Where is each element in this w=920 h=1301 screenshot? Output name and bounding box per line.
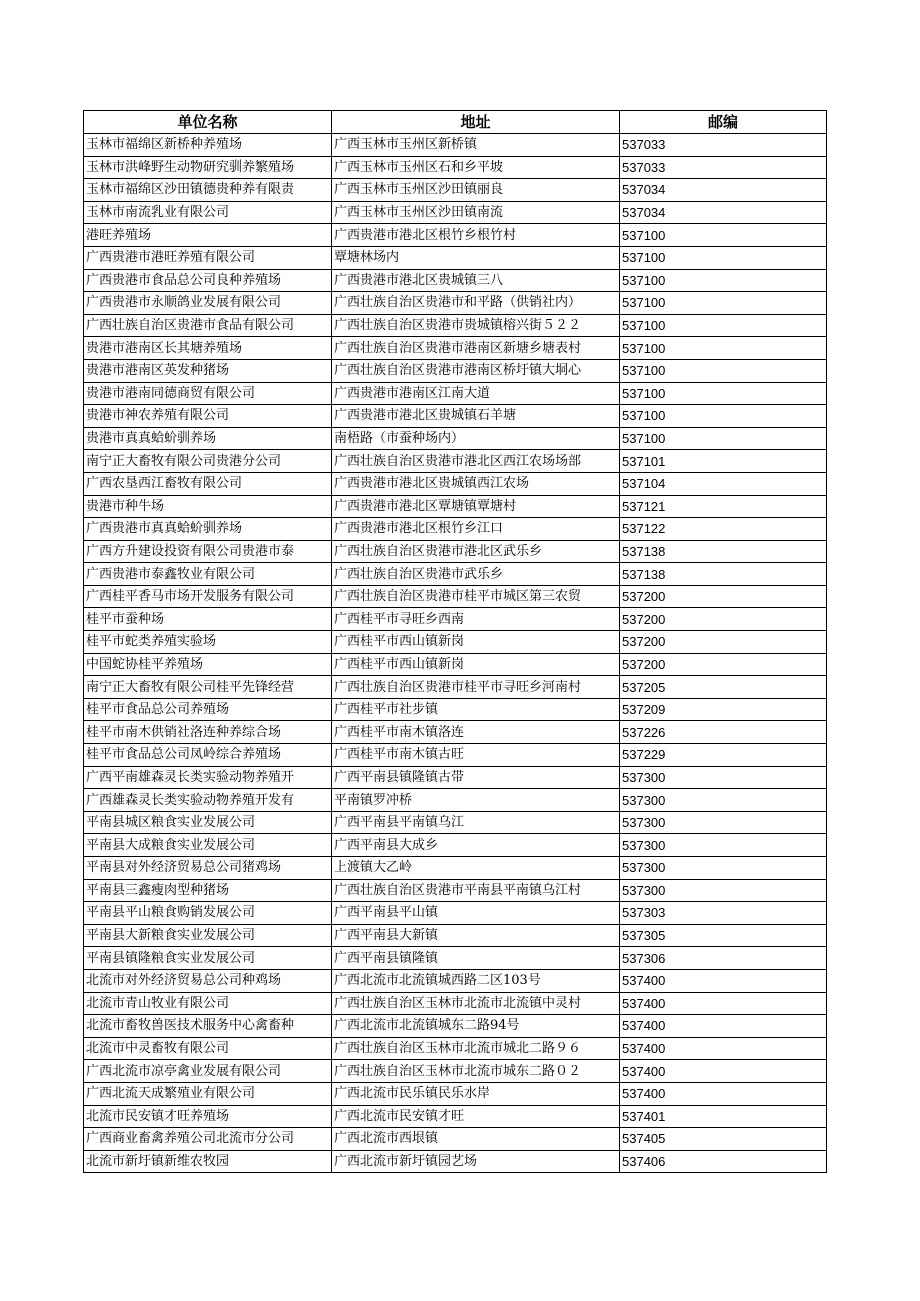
table-row (84, 314, 827, 337)
cell-unit-name: 平南县大新粮食实业发展公司 (84, 924, 332, 947)
cell-address: 广西玉林市玉州区沙田镇丽良 (332, 179, 620, 202)
cell-postcode: 537300 (620, 879, 827, 902)
table-row (84, 179, 827, 202)
cell-postcode: 537138 (620, 563, 827, 586)
table-row (84, 427, 827, 450)
table-row (84, 585, 827, 608)
table-row (84, 1037, 827, 1060)
table-row (84, 947, 827, 970)
cell-unit-name: 广西贵港市港旺养殖有限公司 (84, 246, 332, 269)
cell-address: 广西贵港市港北区贵城镇三八 (332, 269, 620, 292)
table-row (84, 744, 827, 767)
cell-postcode: 537100 (620, 224, 827, 247)
table-row (84, 766, 827, 789)
cell-address: 广西贵港市港北区贵城镇石羊塘 (332, 405, 620, 428)
table-row (84, 608, 827, 631)
cell-address: 广西壮族自治区玉林市北流市城东二路０２ (332, 1060, 620, 1083)
cell-postcode: 537122 (620, 518, 827, 541)
cell-postcode: 537300 (620, 857, 827, 880)
cell-address: 广西北流市北流镇城西路二区103号 (332, 969, 620, 992)
cell-postcode: 537121 (620, 495, 827, 518)
cell-address: 广西桂平市西山镇新岗 (332, 653, 620, 676)
table-row (84, 1128, 827, 1151)
cell-address: 广西贵港市港北区根竹乡江口 (332, 518, 620, 541)
cell-unit-name: 平南县对外经济贸易总公司猪鸡场 (84, 857, 332, 880)
cell-address: 广西平南县平南镇乌江 (332, 811, 620, 834)
table-row (84, 1105, 827, 1128)
cell-postcode: 537200 (620, 631, 827, 654)
cell-unit-name: 平南县城区粮食实业发展公司 (84, 811, 332, 834)
cell-postcode: 537209 (620, 698, 827, 721)
cell-address: 广西贵港市港南区江南大道 (332, 382, 620, 405)
cell-unit-name: 广西平南雄森灵长类实验动物养殖开 (84, 766, 332, 789)
cell-address: 南梧路（市蚕种场内） (332, 427, 620, 450)
cell-postcode: 537100 (620, 382, 827, 405)
cell-address: 广西平南县大新镇 (332, 924, 620, 947)
table-row (84, 969, 827, 992)
table-row (84, 246, 827, 269)
cell-postcode: 537100 (620, 246, 827, 269)
cell-postcode: 537226 (620, 721, 827, 744)
table-row (84, 540, 827, 563)
cell-postcode: 537205 (620, 676, 827, 699)
table-row (84, 698, 827, 721)
cell-unit-name: 广西方升建设投资有限公司贵港市泰 (84, 540, 332, 563)
cell-unit-name: 广西商业畜禽养殖公司北流市分公司 (84, 1128, 332, 1151)
cell-address: 广西壮族自治区玉林市北流市城北二路９６ (332, 1037, 620, 1060)
table-row (84, 721, 827, 744)
cell-postcode: 537400 (620, 992, 827, 1015)
cell-unit-name: 平南县大成粮食实业发展公司 (84, 834, 332, 857)
table-row (84, 1082, 827, 1105)
table-row (84, 134, 827, 157)
cell-unit-name: 广西北流市凉亭禽业发展有限公司 (84, 1060, 332, 1083)
cell-address: 广西北流市北流镇城东二路94号 (332, 1015, 620, 1038)
cell-address: 广西壮族自治区贵港市贵城镇榕兴街５２２ (332, 314, 620, 337)
table-row (84, 156, 827, 179)
cell-postcode: 537305 (620, 924, 827, 947)
cell-address: 广西壮族自治区贵港市桂平市寻旺乡河南村 (332, 676, 620, 699)
cell-unit-name: 平南县镇隆粮食实业发展公司 (84, 947, 332, 970)
cell-address: 广西玉林市玉州区新桥镇 (332, 134, 620, 157)
header-row (84, 111, 827, 134)
cell-postcode: 537405 (620, 1128, 827, 1151)
cell-unit-name: 港旺养殖场 (84, 224, 332, 247)
table-row (84, 834, 827, 857)
cell-postcode: 537200 (620, 608, 827, 631)
cell-address: 广西壮族自治区贵港市港北区西江农场场部 (332, 450, 620, 473)
cell-postcode: 537101 (620, 450, 827, 473)
cell-address: 广西北流市新圩镇园艺场 (332, 1150, 620, 1173)
cell-postcode: 537100 (620, 405, 827, 428)
cell-unit-name: 北流市畜牧兽医技术服务中心禽畜种 (84, 1015, 332, 1038)
table-row (84, 269, 827, 292)
header-unit-name: 单位名称 (84, 111, 332, 134)
cell-address: 广西壮族自治区贵港市港北区武乐乡 (332, 540, 620, 563)
cell-address: 广西壮族自治区贵港市港南区桥圩镇大垌心 (332, 359, 620, 382)
cell-address: 广西桂平市西山镇新岗 (332, 631, 620, 654)
cell-postcode: 537104 (620, 472, 827, 495)
cell-address: 广西壮族自治区贵港市桂平市城区第三农贸 (332, 585, 620, 608)
cell-unit-name: 平南县平山粮食购销发展公司 (84, 902, 332, 925)
cell-address: 广西壮族自治区贵港市和平路（供销社内） (332, 292, 620, 315)
cell-postcode: 537300 (620, 834, 827, 857)
cell-unit-name: 桂平市南木供销社洛连种养综合场 (84, 721, 332, 744)
header-postcode: 邮编 (620, 111, 827, 134)
cell-unit-name: 北流市新圩镇新维农牧园 (84, 1150, 332, 1173)
cell-postcode: 537200 (620, 653, 827, 676)
table-row (84, 450, 827, 473)
cell-unit-name: 桂平市蛇类养殖实验场 (84, 631, 332, 654)
table-row (84, 676, 827, 699)
table-row (84, 879, 827, 902)
table-row (84, 359, 827, 382)
cell-address: 上渡镇大乙岭 (332, 857, 620, 880)
header-address: 地址 (332, 111, 620, 134)
cell-unit-name: 玉林市南流乳业有限公司 (84, 201, 332, 224)
cell-postcode: 537306 (620, 947, 827, 970)
cell-address: 广西壮族自治区贵港市武乐乡 (332, 563, 620, 586)
cell-unit-name: 玉林市福绵区沙田镇德贵种养有限责 (84, 179, 332, 202)
cell-unit-name: 广西农垦西江畜牧有限公司 (84, 472, 332, 495)
cell-unit-name: 桂平市食品总公司养殖场 (84, 698, 332, 721)
table-body (84, 134, 827, 1173)
cell-unit-name: 贵港市种牛场 (84, 495, 332, 518)
cell-unit-name: 南宁正大畜牧有限公司贵港分公司 (84, 450, 332, 473)
cell-postcode: 537400 (620, 1015, 827, 1038)
cell-address: 广西壮族自治区贵港市港南区新塘乡塘表村 (332, 337, 620, 360)
cell-postcode: 537033 (620, 156, 827, 179)
cell-postcode: 537300 (620, 811, 827, 834)
cell-postcode: 537401 (620, 1105, 827, 1128)
cell-unit-name: 广西贵港市食品总公司良种养殖场 (84, 269, 332, 292)
table-row (84, 811, 827, 834)
table-row (84, 631, 827, 654)
cell-address: 平南镇罗冲桥 (332, 789, 620, 812)
cell-address: 广西桂平市寻旺乡西南 (332, 608, 620, 631)
cell-postcode: 537033 (620, 134, 827, 157)
cell-unit-name: 贵港市真真蛤蚧驯养场 (84, 427, 332, 450)
cell-postcode: 537034 (620, 179, 827, 202)
cell-postcode: 537400 (620, 1082, 827, 1105)
cell-postcode: 537300 (620, 789, 827, 812)
cell-unit-name: 广西贵港市永顺鸽业发展有限公司 (84, 292, 332, 315)
cell-postcode: 537200 (620, 585, 827, 608)
cell-address: 广西平南县平山镇 (332, 902, 620, 925)
cell-address: 广西壮族自治区玉林市北流市北流镇中灵村 (332, 992, 620, 1015)
cell-postcode: 537406 (620, 1150, 827, 1173)
company-table (83, 110, 827, 1173)
cell-unit-name: 广西贵港市真真蛤蚧驯养场 (84, 518, 332, 541)
cell-unit-name: 北流市对外经济贸易总公司种鸡场 (84, 969, 332, 992)
cell-unit-name: 桂平市食品总公司凤岭综合养殖场 (84, 744, 332, 767)
table-row (84, 563, 827, 586)
cell-address: 广西桂平市南木镇洛连 (332, 721, 620, 744)
cell-unit-name: 北流市民安镇才旺养殖场 (84, 1105, 332, 1128)
cell-postcode: 537400 (620, 1060, 827, 1083)
cell-unit-name: 广西桂平香马市场开发服务有限公司 (84, 585, 332, 608)
cell-unit-name: 中国蛇协桂平养殖场 (84, 653, 332, 676)
cell-address: 广西平南县镇隆镇古带 (332, 766, 620, 789)
cell-address: 广西平南县大成乡 (332, 834, 620, 857)
table-row (84, 382, 827, 405)
cell-address: 广西玉林市玉州区沙田镇南流 (332, 201, 620, 224)
cell-unit-name: 南宁正大畜牧有限公司桂平先锋经营 (84, 676, 332, 699)
cell-address: 广西北流市民乐镇民乐水岸 (332, 1082, 620, 1105)
cell-unit-name: 贵港市港南区英发种猪场 (84, 359, 332, 382)
cell-unit-name: 玉林市洪峰野生动物研究驯养繁殖场 (84, 156, 332, 179)
table-row (84, 924, 827, 947)
cell-address: 广西壮族自治区贵港市平南县平南镇乌江村 (332, 879, 620, 902)
cell-postcode: 537100 (620, 269, 827, 292)
cell-postcode: 537100 (620, 427, 827, 450)
cell-postcode: 537034 (620, 201, 827, 224)
cell-postcode: 537100 (620, 314, 827, 337)
cell-postcode: 537100 (620, 359, 827, 382)
cell-postcode: 537138 (620, 540, 827, 563)
cell-unit-name: 广西北流天成繁殖业有限公司 (84, 1082, 332, 1105)
table-row (84, 292, 827, 315)
cell-postcode: 537100 (620, 292, 827, 315)
table-row (84, 201, 827, 224)
cell-address: 广西贵港市港北区贵城镇西江农场 (332, 472, 620, 495)
cell-unit-name: 北流市青山牧业有限公司 (84, 992, 332, 1015)
cell-address: 广西北流市西垠镇 (332, 1128, 620, 1151)
cell-postcode: 537300 (620, 766, 827, 789)
table-row (84, 472, 827, 495)
table-row (84, 405, 827, 428)
table-row (84, 1150, 827, 1173)
cell-unit-name: 贵港市港南区长其塘养殖场 (84, 337, 332, 360)
cell-address: 覃塘林场内 (332, 246, 620, 269)
cell-postcode: 537400 (620, 1037, 827, 1060)
cell-address: 广西玉林市玉州区石和乡平坡 (332, 156, 620, 179)
cell-address: 广西贵港市港北区覃塘镇覃塘村 (332, 495, 620, 518)
cell-postcode: 537100 (620, 337, 827, 360)
table-row (84, 337, 827, 360)
table-row (84, 1015, 827, 1038)
cell-postcode: 537229 (620, 744, 827, 767)
table-row (84, 518, 827, 541)
cell-unit-name: 广西雄森灵长类实验动物养殖开发有 (84, 789, 332, 812)
cell-address: 广西平南县镇隆镇 (332, 947, 620, 970)
cell-unit-name: 玉林市福绵区新桥种养殖场 (84, 134, 332, 157)
cell-unit-name: 贵港市港南同德商贸有限公司 (84, 382, 332, 405)
cell-unit-name: 北流市中灵畜牧有限公司 (84, 1037, 332, 1060)
cell-address: 广西桂平市南木镇古旺 (332, 744, 620, 767)
table-row (84, 653, 827, 676)
cell-unit-name: 贵港市神农养殖有限公司 (84, 405, 332, 428)
table-row (84, 224, 827, 247)
table-row (84, 902, 827, 925)
cell-unit-name: 广西贵港市泰鑫牧业有限公司 (84, 563, 332, 586)
table-row (84, 1060, 827, 1083)
table-row (84, 992, 827, 1015)
table-row (84, 857, 827, 880)
cell-address: 广西北流市民安镇才旺 (332, 1105, 620, 1128)
table-row (84, 495, 827, 518)
cell-address: 广西贵港市港北区根竹乡根竹村 (332, 224, 620, 247)
cell-postcode: 537400 (620, 969, 827, 992)
table-row (84, 789, 827, 812)
cell-unit-name: 桂平市蚕种场 (84, 608, 332, 631)
cell-postcode: 537303 (620, 902, 827, 925)
cell-address: 广西桂平市社步镇 (332, 698, 620, 721)
cell-unit-name: 平南县三鑫瘦肉型种猪场 (84, 879, 332, 902)
cell-unit-name: 广西壮族自治区贵港市食品有限公司 (84, 314, 332, 337)
